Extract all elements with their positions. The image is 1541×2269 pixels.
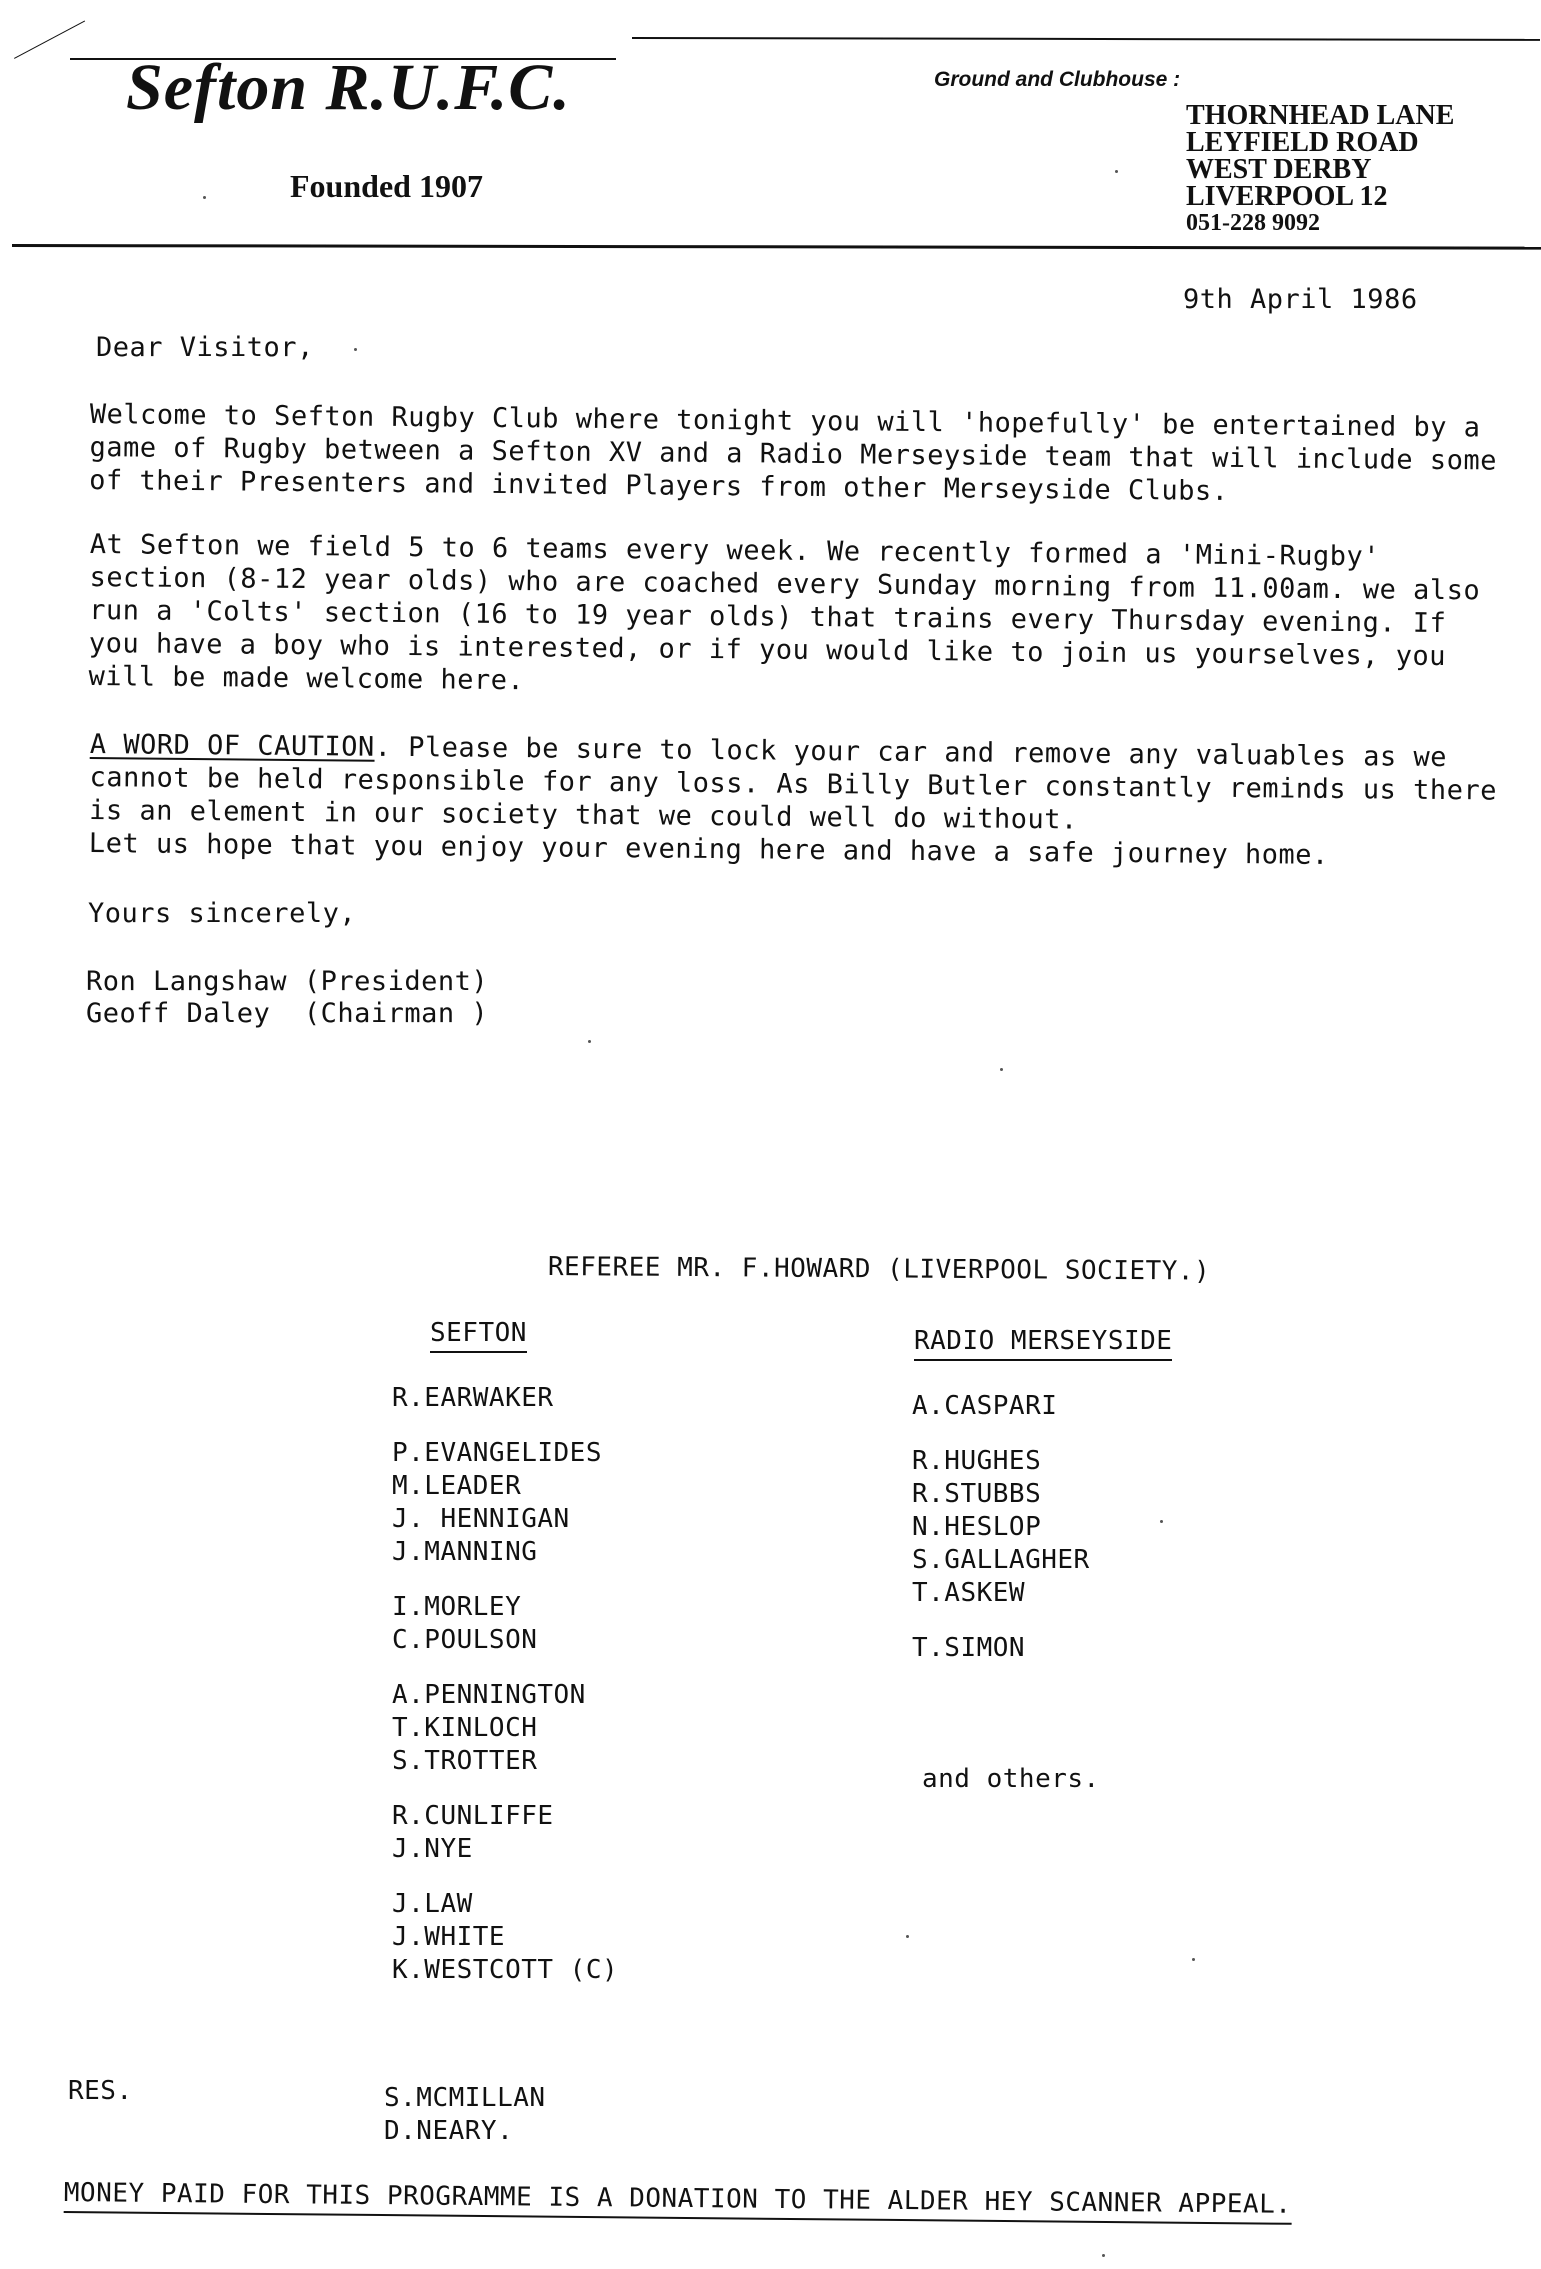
address-line: WEST DERBY <box>1186 154 1372 185</box>
sefton-heading-text: SEFTON <box>430 1318 527 1353</box>
radio-team-list <box>912 1390 1090 1665</box>
scan-speck <box>906 1935 909 1938</box>
phone-number: 051-228 9092 <box>1186 210 1320 236</box>
list-item: A.PENNINGTON <box>392 1680 586 1710</box>
list-item: T.ASKEW <box>912 1578 1026 1608</box>
list-item: R.STUBBS <box>912 1479 1042 1509</box>
list-item: N.HESLOP <box>912 1512 1042 1542</box>
paragraph-welcome: Welcome to Sefton Rugby Club where tonight you will 'hopefully' be entertained by a game of Rugby between a Sefton XV and a Radio Merseyside team that will include some of their Presenters and invited Players from other Merseyside Clubs. <box>89 398 1498 507</box>
list-item: R.HUGHES <box>912 1446 1042 1476</box>
list-item: M.LEADER <box>392 1471 522 1501</box>
letter-date: 9th April 1986 <box>1183 284 1418 315</box>
scan-speck <box>1102 2254 1105 2257</box>
caution-heading: A WORD OF CAUTION <box>89 728 375 763</box>
paragraph-teams: At Sefton we field 5 to 6 teams every week. We recently formed a 'Mini-Rugby' section (8-12 year olds) who are coached every Sunday morning from 11.00am. we also run a 'Colts' section (16 to 19 year olds) that trains every Thursday evening. If you have a boy who is interested, or if you would like to join us yourselves, you will be made welcome here. <box>88 528 1481 697</box>
list-item: J.NYE <box>392 1834 473 1864</box>
address-line: LEYFIELD ROAD <box>1186 127 1419 158</box>
list-item: C.POULSON <box>392 1625 538 1655</box>
header-top-rule-right <box>632 37 1540 41</box>
list-item: P.EVANGELIDES <box>392 1438 602 1468</box>
signatory-chairman: Geoff Daley (Chairman ) <box>86 998 489 1029</box>
scan-speck <box>1160 1520 1163 1523</box>
list-item: K.WESTCOTT (C) <box>392 1955 619 1985</box>
list-item: J.LAW <box>392 1889 473 1919</box>
appeal-footer <box>64 2178 1292 2225</box>
scan-speck <box>1192 1958 1195 1961</box>
reserves-label: RES. <box>68 2076 133 2106</box>
scan-speck <box>354 348 357 351</box>
salutation: Dear Visitor, <box>96 332 314 363</box>
corner-mark <box>14 20 85 58</box>
referee-line: REFEREE MR. F.HOWARD (LIVERPOOL SOCIETY.) <box>547 1252 1211 1287</box>
list-item: J. HENNIGAN <box>392 1504 570 1534</box>
signatory-president: Ron Langshaw (President) <box>86 966 489 997</box>
radio-heading-text: RADIO MERSEYSIDE <box>914 1326 1172 1361</box>
list-item: J.WHITE <box>392 1922 506 1952</box>
founded-year: Founded 1907 <box>290 168 483 204</box>
list-item: S.TROTTER <box>392 1746 538 1776</box>
list-item: S.GALLAGHER <box>912 1545 1090 1575</box>
club-name: Sefton R.U.F.C. <box>126 51 571 124</box>
scan-speck <box>1000 1068 1003 1071</box>
list-item: S.MCMILLAN <box>384 2083 546 2113</box>
paragraph-caution <box>89 728 1510 874</box>
radio-team-heading <box>914 1326 1172 1361</box>
club-address <box>1186 102 1454 237</box>
header-bottom-rule <box>12 244 1541 250</box>
sefton-team-heading <box>430 1318 527 1353</box>
closing: Yours sincerely, <box>88 898 357 929</box>
ground-label: Ground and Clubhouse : <box>934 68 1181 91</box>
address-line: THORNHEAD LANE <box>1186 100 1455 131</box>
scan-speck <box>203 196 206 199</box>
farewell-text: Let us hope that you enjoy your evening here and have a safe journey home. <box>88 827 1329 871</box>
list-item: D.NEARY. <box>384 2116 514 2146</box>
list-item: R.CUNLIFFE <box>392 1801 554 1831</box>
caution-text: . Please be sure to lock your car and remove any valuables as we cannot be held responsible for any loss. As Billy Butler constantly reminds us there is an element in our society that we could well do without. <box>89 731 1498 836</box>
list-item: J.MANNING <box>392 1537 538 1567</box>
and-others-note: and others. <box>922 1764 1100 1794</box>
scan-speck <box>588 1040 591 1043</box>
sefton-team-list <box>392 1382 618 1987</box>
list-item: T.SIMON <box>912 1633 1026 1663</box>
list-item: R.EARWAKER <box>392 1383 554 1413</box>
list-item: I.MORLEY <box>392 1592 522 1622</box>
appeal-text: MONEY PAID FOR THIS PROGRAMME IS A DONATION TO THE ALDER HEY SCANNER APPEAL. <box>64 2178 1292 2225</box>
address-line: LIVERPOOL 12 <box>1186 181 1388 212</box>
list-item: T.KINLOCH <box>392 1713 538 1743</box>
reserves-list <box>384 2082 546 2148</box>
scan-speck <box>1115 170 1118 173</box>
list-item: A.CASPARI <box>912 1391 1058 1421</box>
